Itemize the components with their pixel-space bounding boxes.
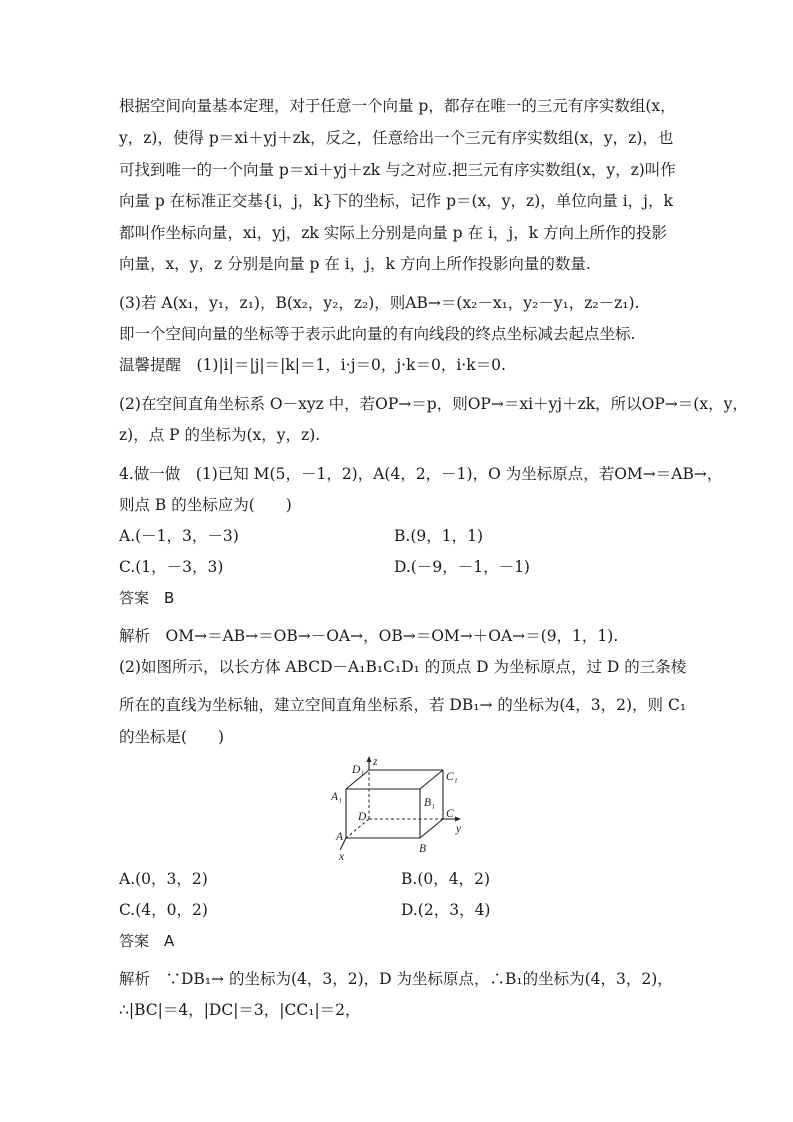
- label-B: B: [419, 843, 427, 855]
- intro-line-2: y，z)，使得 p＝xi＋yj＋zk，反之，任意给出一个三元有序实数组(x，y，z)，也: [119, 129, 674, 147]
- label-A: A: [336, 831, 344, 843]
- item3-line-1: (3)若 A(x₁，y₁，z₁)，B(x₂，y₂，z₂)，则AB→＝(x₂－x₁，y₂－y₁，z₂－z₁).: [119, 294, 640, 312]
- q4a-answer: 答案 B: [119, 589, 175, 607]
- label-x: x: [339, 851, 345, 862]
- label-D: D: [358, 811, 367, 823]
- tip-line-3: z)，点 P 的坐标为(x，y，z).: [119, 426, 321, 444]
- label-A1: A₁: [331, 791, 343, 803]
- q4a-line-2: 则点 B 的坐标应为( ): [119, 496, 292, 514]
- intro-line-4: 向量 p 在标准正交基{i，j，k}下的坐标，记作 p＝(x，y，z)，单位向量 i，j，k: [119, 192, 673, 210]
- intro-line-3: 可找到唯一的一个向量 p＝xi＋yj＋zk 与之对应.把三元有序实数组(x，y，z)叫作: [119, 161, 676, 179]
- tip-line-1: 温馨提醒 (1)|i|＝|j|＝|k|＝1，i·j＝0，j·k＝0，i·k＝0.: [119, 356, 506, 374]
- q4b-option-c: C.(4，0，2): [119, 901, 208, 919]
- label-C: C: [446, 808, 454, 820]
- label-C1: C₁: [446, 771, 458, 783]
- item3-line-2: 即一个空间向量的坐标等于表示此向量的有向线段的终点坐标减去起点坐标.: [119, 325, 636, 343]
- intro-line-6: 向量，x，y，z 分别是向量 p 在 i，j，k 方向上所作投影向量的数量.: [119, 255, 591, 273]
- q4b-analysis-2: ∴|BC|＝4，|DC|＝3，|CC₁|＝2，: [119, 1001, 361, 1019]
- intro-line-5: 都叫作坐标向量，xi，yj，zk 实际上分别是向量 p 在 i，j，k 方向上所作的投影: [119, 224, 668, 242]
- edge-B-C: [420, 819, 443, 838]
- q4b-option-b: B.(0，4，2): [401, 870, 490, 888]
- label-D1: D₁: [352, 764, 365, 776]
- cuboid-figure: [325, 756, 475, 862]
- q4b-option-d: D.(2，3，4): [401, 901, 491, 919]
- q4b-line-1: (2)如图所示，以长方体 ABCD－A₁B₁C₁D₁ 的顶点 D 为坐标原点，过 D 的三条棱: [119, 658, 687, 676]
- q4a-option-b: B.(9，1，1): [394, 527, 483, 545]
- q4b-answer: 答案 A: [119, 932, 175, 950]
- label-y: y: [456, 823, 462, 835]
- tip-line-2: (2)在空间直角坐标系 O－xyz 中，若OP→＝p，则OP→＝xi＋yj＋zk，所以OP→＝(x，y，: [119, 395, 748, 413]
- q4b-line-2: 所在的直线为坐标轴，建立空间直角坐标系，若 DB₁→ 的坐标为(4，3，2)，则 C₁: [119, 696, 687, 714]
- label-z: z: [373, 756, 378, 768]
- q4a-line-1: 4.做一做 (1)已知 M(5，－1，2)，A(4，2，－1)，O 为坐标原点，若OM→＝AB→，: [119, 465, 723, 483]
- label-B1: B₁: [424, 797, 436, 809]
- q4a-option-d: D.(－9，－1，－1): [394, 558, 530, 576]
- q4b-analysis-1: 解析 ∵DB₁→ 的坐标为(4，3，2)，D 为坐标原点，∴B₁的坐标为(4，3，2)，: [119, 970, 673, 988]
- edge-B1-C1: [420, 770, 443, 789]
- intro-line-1: 根据空间向量基本定理，对于任意一个向量 p，都存在唯一的三元有序实数组(x，: [119, 97, 676, 115]
- y-axis-arrow: [455, 817, 461, 822]
- q4a-analysis: 解析 OM→＝AB→＝OB→－OA→，OB→＝OM→＋OA→＝(9，1，1).: [119, 627, 619, 645]
- q4a-option-a: A.(－1，3，－3): [119, 527, 239, 545]
- q4a-option-c: C.(1，－3，3): [119, 558, 224, 576]
- q4b-option-a: A.(0，3，2): [119, 870, 208, 888]
- z-axis-arrow: [367, 756, 372, 762]
- q4b-line-3: 的坐标是( ): [119, 728, 225, 746]
